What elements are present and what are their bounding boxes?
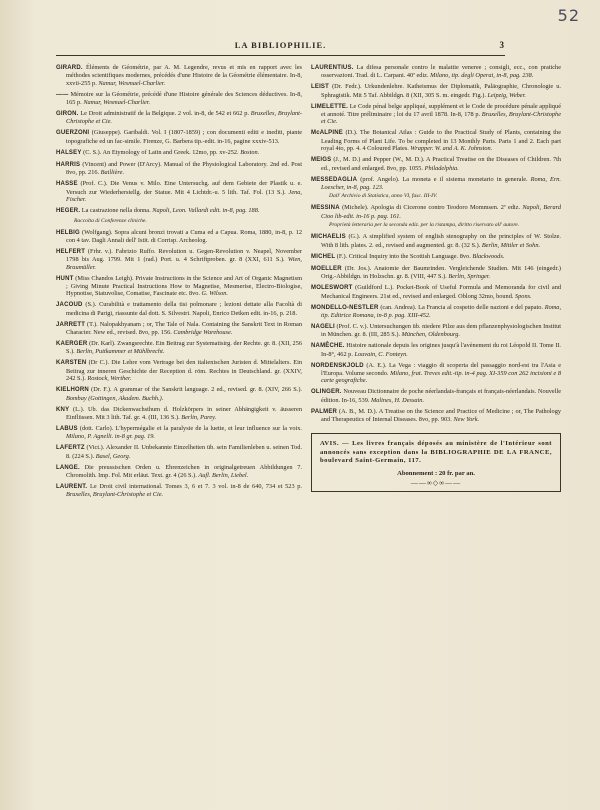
entry-author: LABUS — [56, 425, 78, 432]
entry-text: (dott. Carlo). L'hypermégalie et la paralysie de la luette, et leur influence sur la voix. — [79, 424, 302, 432]
bibliography-entry — [56, 444, 302, 460]
entry-author: McALPINE — [311, 130, 343, 137]
entry-text: (Vincent) and Power (D'Arcy). Manual of the Physiological Laboratory. 2nd ed. Post 8vo, pp. 216. — [66, 160, 302, 177]
entry-text: (Miss Chandos Leigh). Private Instructions in the Science and Art of Organic Magnetism ; Giving Minute Practical Instructions How to Magnetise, Mesmerise, Electro-Biologise, Hypnotise, Statuvolise, Comatise, Fascinate etc. 8vo. — [66, 274, 302, 298]
entry-publisher: Blackwoods. — [472, 252, 505, 260]
notice-abonnement: Abonnement : 20 fr. par an. — [397, 470, 475, 478]
entry-text: (D.). The Botanical Atlas : Guide to the Practical Study of Plants, containing the Leading Forms of Plant Life. To be completed in 13 Monthly Parts. Parts 1 and 2. Each part royal 4to, pp. 4. 4 Coloured Plates. — [321, 129, 561, 153]
notice-avis: AVIS. — Les livres français déposés au ministère de l'Intérieur sont annoncés sans exception dans la BIBLIOGRAPHIE DE LA FRANCE, boulevard Saint-Germain, 117. — [320, 440, 552, 464]
entry-author: PALMER — [311, 408, 338, 415]
bibliography-entry — [56, 464, 302, 480]
entry-publisher: Milano, P. Agnelli. in-8 gr. pag. 19. — [66, 433, 155, 441]
entry-text: (T.). Nalopakhyanam ; or, The Tale of Nala. Containing the Sanskrit Text in Roman Character. New ed., revised. 8vo, pp. 156. — [66, 320, 302, 337]
entry-author: LAURENTIUS. — [311, 65, 354, 71]
bibliography-entry — [56, 386, 302, 402]
entry-author: HASSE — [56, 181, 78, 188]
entry-publisher: G. Wilson. — [201, 290, 228, 298]
bibliography-entry — [56, 229, 302, 245]
entry-author: NORDENSKJOLD — [311, 362, 364, 369]
entry-author: HELBIG — [56, 229, 80, 236]
entry-text: (prof. Angelo). La moneta e il sistema monetario in generale. — [360, 175, 531, 183]
entry-publisher: Malines, H. Dessain. — [371, 396, 425, 404]
entry-author: LIMELETTE. — [311, 103, 348, 110]
bibliography-entry — [311, 103, 561, 126]
notice-ornament: ——∞◇∞—— — [410, 479, 462, 488]
entry-note: Proprietà letteraria per la seconda ediz. per la ristampa, diritto riservato all' autore. — [329, 222, 520, 229]
entry-author: KARSTEN — [56, 360, 87, 367]
bibliography-entry — [311, 233, 561, 249]
bibliography-entry — [56, 149, 302, 157]
bibliography-entry — [56, 406, 302, 422]
entry-publisher: Roma, Ern. Loescher, in-8, pag. 123. — [321, 175, 562, 191]
entry-publisher: Milano, frat. Treves edit.-tip. in-4 pag. XI-359 con 262 incisioni e 8 carte geografiche. — [321, 370, 561, 385]
bibliography-entry — [311, 83, 561, 99]
bibliography-entry — [311, 304, 561, 320]
entry-publisher: Napoli, Leon. Vallardi edit. in-8, pag. 188. — [152, 206, 260, 214]
bibliography-entry — [311, 265, 561, 281]
entry-publisher: Berlin, Parey. — [181, 413, 217, 421]
entry-author: HEGER. — [56, 207, 81, 214]
entry-text: (A. E.). La Vega : viaggio di scoperta del passaggio nord-est tra l'Asia e l'Europa. Volume secondo. — [321, 361, 561, 377]
entry-text: (Dr C.). Die Lehre vom Vertrage bei den italienischen Juristen d. Mittelalters. Ein Beitrag zur inneren Geschichte der Reception d. röm. Rechtes in Deutschland. gr. (XXIV, 242 S.). — [66, 359, 302, 383]
bibliography-entry — [56, 161, 302, 177]
entry-author: KIELHORN — [56, 387, 89, 394]
entry-author: MOLESWORT — [311, 285, 353, 292]
bibliography-entry — [311, 408, 561, 424]
notice-box — [311, 433, 561, 492]
entry-author: MOELLER — [311, 265, 342, 272]
bibliography-entry — [56, 359, 302, 382]
entry-publisher: Jena, Fischer. — [66, 188, 302, 203]
entry-author: HALSEY — [56, 149, 82, 156]
entry-publisher: Bruxelles, Bruylant-Christophe et Cie. — [321, 111, 561, 126]
entry-text: (Wolfgang). Sopra alcuni bronzi trovati a Cuma ed a Capua. Roma, 1880, in-8, p. 12 con 4 tav. Dagli Annali dell' Istit. di Corrisp. Archeolog. — [66, 228, 302, 244]
entry-text: (J., M. D.) and Pepper (W., M. D.). A Practical Treatise on the Diseases of Children. 7th ed., revised and enlarged. 8vo, pp. 1055. — [321, 156, 561, 172]
entry-text: (L.). Ub. das Dickenwachsthum d. Holzkörpers in seiner Abhängigkeit v. äusseren Einflüssen. Mit 3 lith. Taf. gr. 4. (III, 136 S.). — [66, 405, 302, 421]
entry-author: LAFERTZ — [56, 445, 85, 452]
entry-note: Dall' Archivio di Statistica, anno VI, fasc. III-IV. — [329, 193, 438, 200]
entry-publisher: Berlin, Mittler et Sohn. — [481, 241, 541, 249]
entry-text: (Vict.). Alexander II. Unbekannte Einzelheiten üb. sein Familienleben u. seinen Tod. 8. (224 S.). — [66, 444, 302, 460]
entry-text: Éléments de Géométrie, par A. M. Legendre, revus et mis en rapport avec les méthodes scientifiques modernes, précédés d'une Histoire de la Géométrie élémentaire. In-8, xxvii-255 p. — [66, 64, 302, 87]
entry-author: KAERGER — [56, 341, 88, 348]
entry-author: MICHAELIS — [311, 234, 346, 241]
entry-publisher: Spons. — [515, 292, 532, 300]
bibliography-entry — [56, 425, 302, 441]
bibliography-entry — [311, 129, 561, 152]
bibliography-entry — [56, 64, 302, 87]
left-column — [56, 64, 302, 502]
entry-publisher: Milano, tip. degli Operai, in-8, pag. 238. — [430, 72, 534, 80]
entry-author: LEIST — [311, 84, 330, 91]
entry-publisher: Namur, Wesmael-Charlier. — [98, 79, 166, 87]
entry-author: JARRETT — [56, 321, 86, 328]
bibliography-entry — [311, 284, 561, 300]
entry-publisher: München, Oldenbourg. — [401, 331, 460, 339]
entry-author: NAGELI — [311, 323, 335, 330]
entry-author: KNY — [56, 406, 70, 413]
entry-text: (Michele). Apologia di Cicerone contro Teodoro Mommsen. 2ª ediz. — [342, 204, 523, 212]
entry-author: MEIGS — [311, 157, 332, 164]
entry-publisher: Philadelphia. — [424, 164, 459, 172]
entry-text: La difesa personale contro le malattie veneree ; consigli, ecc., con pratiche osservazioni. Trad. di L. Carpani. 40ª ediz. — [321, 64, 561, 80]
bibliography-entry — [56, 91, 302, 107]
bibliography-entry — [311, 156, 561, 172]
entry-text: (C. S.). An Etymology of Latin and Greek. 12mo, pp. xv-252. — [83, 148, 241, 156]
entry-publisher: Leipzig, Weber. — [487, 91, 526, 99]
entry-text: (G.). A simplified system of english stenography on the principles of W. Stolze. With 8 lith. plates. 2. ed., revised and augmented. gr. 8. (32 S.). — [321, 233, 562, 249]
entry-text: (Guildford L.). Pocket-Book of Useful Formula and Memoranda for civil and Mechanical Engineers. 21st ed., revised and enlarged. Oblong 32mo, bound. — [321, 284, 561, 300]
entry-text: Nouveau Dictionnaire de poche néerlandais-français et français-néerlandais. Nouvelle édition. In-16, 539. — [321, 388, 561, 404]
entry-publisher: Bombay (Gottingen, Akadem. Buchh.). — [66, 394, 164, 402]
bibliography-entry — [311, 342, 561, 358]
entry-author: HUNT — [56, 275, 74, 282]
running-head — [56, 40, 505, 54]
entry-text: (Dr. F.). A grammar of the Sanskrit language. 2 ed., revised. gr. 8. (XIV, 266 S.). — [91, 386, 302, 394]
entry-author: MESSEDAGLIA — [311, 176, 358, 183]
entry-publisher: Bruxelles, Bruylant-Christophe et Cie. — [66, 110, 302, 126]
right-column — [311, 64, 561, 492]
entry-author: GIRON. — [56, 111, 79, 118]
entry-publisher: Aufl. Berlin, Liebel. — [198, 472, 249, 480]
entry-publisher: Cambridge Warehouse. — [173, 329, 233, 337]
entry-text: (Prof. C.). Die Venus v. Milo. Eine Untersuchg. auf dem Gebiete der Plastik u. e. Versuch zur Wiederherstellg. der Statue. Mit 4 Lichtdr.-u. 5 lith. Taf. Fol. (13 S.). — [66, 180, 302, 196]
bibliography-entry — [56, 207, 302, 215]
bibliography-entry — [311, 204, 561, 220]
entry-publisher: Bruxelles, Bruylant-Christophe et Cie. — [66, 491, 164, 499]
bibliography-entry — [311, 176, 561, 192]
bibliography-entry — [311, 323, 561, 339]
entry-publisher: Baillière. — [100, 169, 125, 177]
entry-text: Histoire nationale depuis les origines jusqu'à l'avènement du roi Léopold II. Tome II. In-8°, 462 p. — [321, 342, 562, 358]
entry-author: NAMÊCHE. — [311, 343, 345, 350]
entry-text: (F.). Critical Inquiry into the Scottish Language. 8vo. — [336, 252, 473, 260]
entry-author: —— — [56, 91, 69, 98]
entry-publisher: New York. — [453, 416, 480, 424]
entry-text: (Dr. Karl). Zwangsrechte. Ein Beitrag zur Systematisirg. der Rechte. gr. 8. (XII, 256 S.). — [66, 340, 302, 356]
bibliography-entry — [56, 301, 302, 317]
entry-publisher: Namur, Wesmael-Charlier. — [83, 99, 151, 107]
bibliography-entry — [311, 64, 561, 80]
handwritten-folio: 52 — [557, 6, 580, 25]
bibliography-entry — [56, 180, 302, 203]
entry-author: GUERZONI — [56, 130, 90, 137]
bibliography-entry — [311, 253, 561, 261]
bibliography-entry — [56, 248, 302, 271]
entry-text: (S.). Curabilità e trattamento della tisi polmonare ; lezioni dettate alla Facoltà di medicina di Parigi, riassunte dal dott. S. Silvestri. Napoli, Enrico Detken edit. in-16, p. 218. — [66, 301, 302, 317]
entry-text: Mémoire sur la Géométrie, précédé d'une Histoire générale des Sciences déductives. In-8, 165 p. — [66, 90, 302, 107]
entry-text: La castrazione nella donna. — [81, 206, 153, 214]
entry-text: (Prof. C. v.). Untersuchungen üb. niedere Pilze aus dem pflanzenphysiologischen Institut in München. gr. 8. (III, 285 S.). — [321, 322, 561, 339]
bibliography-entry — [56, 110, 302, 126]
bibliography-entry — [56, 340, 302, 356]
entry-publisher: Berlin, Springer. — [448, 273, 491, 281]
page-number: 3 — [499, 40, 505, 50]
entry-publisher: Rostock, Werther. — [87, 375, 132, 383]
bibliography-entry — [56, 483, 302, 499]
entry-author: LANGE. — [56, 464, 80, 471]
entry-text: Le Code pénal belge appliqué, supplément et le Code de procédure pénale appliqué et annoté. Titre préliminaire ; loi du 17 avril 1878. In-8, 178 p. — [321, 102, 561, 119]
entry-text: Die preussischen Orden u. Ehrenzeichen in originalgetreuen Abbildungen 7. Chromolith. Imp. Fol. Mit erläut. Text. gr. 4 (26 S.). — [66, 463, 302, 480]
entry-publisher: Boston. — [240, 148, 260, 156]
entry-publisher: Berlin, Puttkammer et Mühlbrecht. — [76, 348, 165, 356]
entry-text: (Giuseppe). Garibaldi. Vol. I (1807-1859) ; con documenti editi e inediti, piante topografiche ed un fac-simile. Firenze, G. Barbera tip.-edit. in-16, pagine xxxiv-513. — [66, 129, 302, 145]
entry-note: Raccolta di Conferenze cliniche. — [74, 217, 147, 224]
entry-author: MONDELLO-NESTLER — [311, 304, 379, 311]
entry-text: (A. B., M. D.). A Treatise on the Science and Practice of Medicine ; or, The Pathology and Therapeutics of Internal Diseases. 8vo, pp. 903. — [321, 407, 561, 424]
entry-publisher: Louvain, C. Fonteyn. — [354, 350, 408, 358]
entry-publisher: Napoli, Berard Cioo lib-edit. in-16 p. pag. 161. — [321, 204, 561, 220]
bibliography-entry — [56, 321, 302, 337]
entry-text: (can. Andrea). La Francia al cospetto delle nazioni e del papato. — [380, 303, 545, 311]
entry-publisher: Basel, Georg. — [95, 452, 131, 460]
header-rule — [56, 55, 505, 56]
bibliography-entry — [56, 129, 302, 145]
entry-author: OLINGER. — [311, 389, 342, 396]
entry-text: Le Droit civil international. Tomes 3, 6 et 7. 3 vol. in-8 de 640, 734 et 523 p. — [89, 483, 303, 491]
bibliography-entry — [56, 275, 302, 298]
entry-publisher: Wien, Braumüller. — [66, 256, 302, 271]
bibliography-entry — [311, 362, 561, 385]
entry-author: LAURENT. — [56, 484, 88, 491]
bibliography-entry — [311, 388, 561, 404]
entry-author: MICHEL — [311, 253, 336, 260]
entry-text: (Dr. Fedr.). Urkundenlehre. Katheismus der Diplomatik, Paläographie, Chronologie u. Sphragistik. Mit 5 Taf. Abbildgn. 8 (XII, 305 S. m. eingedr. Fig.). — [321, 83, 561, 99]
entry-author: HELFERT — [56, 248, 86, 255]
entry-publisher: Wrapper. W. and A. K. Johnston. — [410, 145, 493, 153]
entry-text: (Frhr. v.). Fabrizio Ruffo. Revolution u. Gegen-Revolution v. Neapel, November 1798 bis Aug. 1799. Mit 1 (rad.) Port. u. 4 Schriftproben. gr. 8 (XXI, 611 S.). — [66, 247, 302, 264]
entry-author: GIRARD. — [56, 65, 83, 71]
entry-text: (Dr. Jos.). Anatomie der Baumrinden. Vergleichende Studien. Mit 146 (eingedr.) Orig.-Abbildgn. in Holzschn. gr. 8. (VIII, 447 S.). — [321, 264, 561, 281]
entry-author: JACOUD — [56, 302, 83, 309]
page-title: LA BIBLIOPHILIE. — [234, 40, 327, 50]
entry-publisher: Roma, tip. Editrice Romana, in-8 p. pag. XIII-452. — [321, 303, 562, 319]
entry-author: HARRIS — [56, 161, 81, 168]
entry-author: MESSINA — [311, 205, 340, 212]
entry-text: Le Droit administratif de la Belgique. 2 vol. in-8, de 542 et 662 p. — [80, 110, 251, 118]
